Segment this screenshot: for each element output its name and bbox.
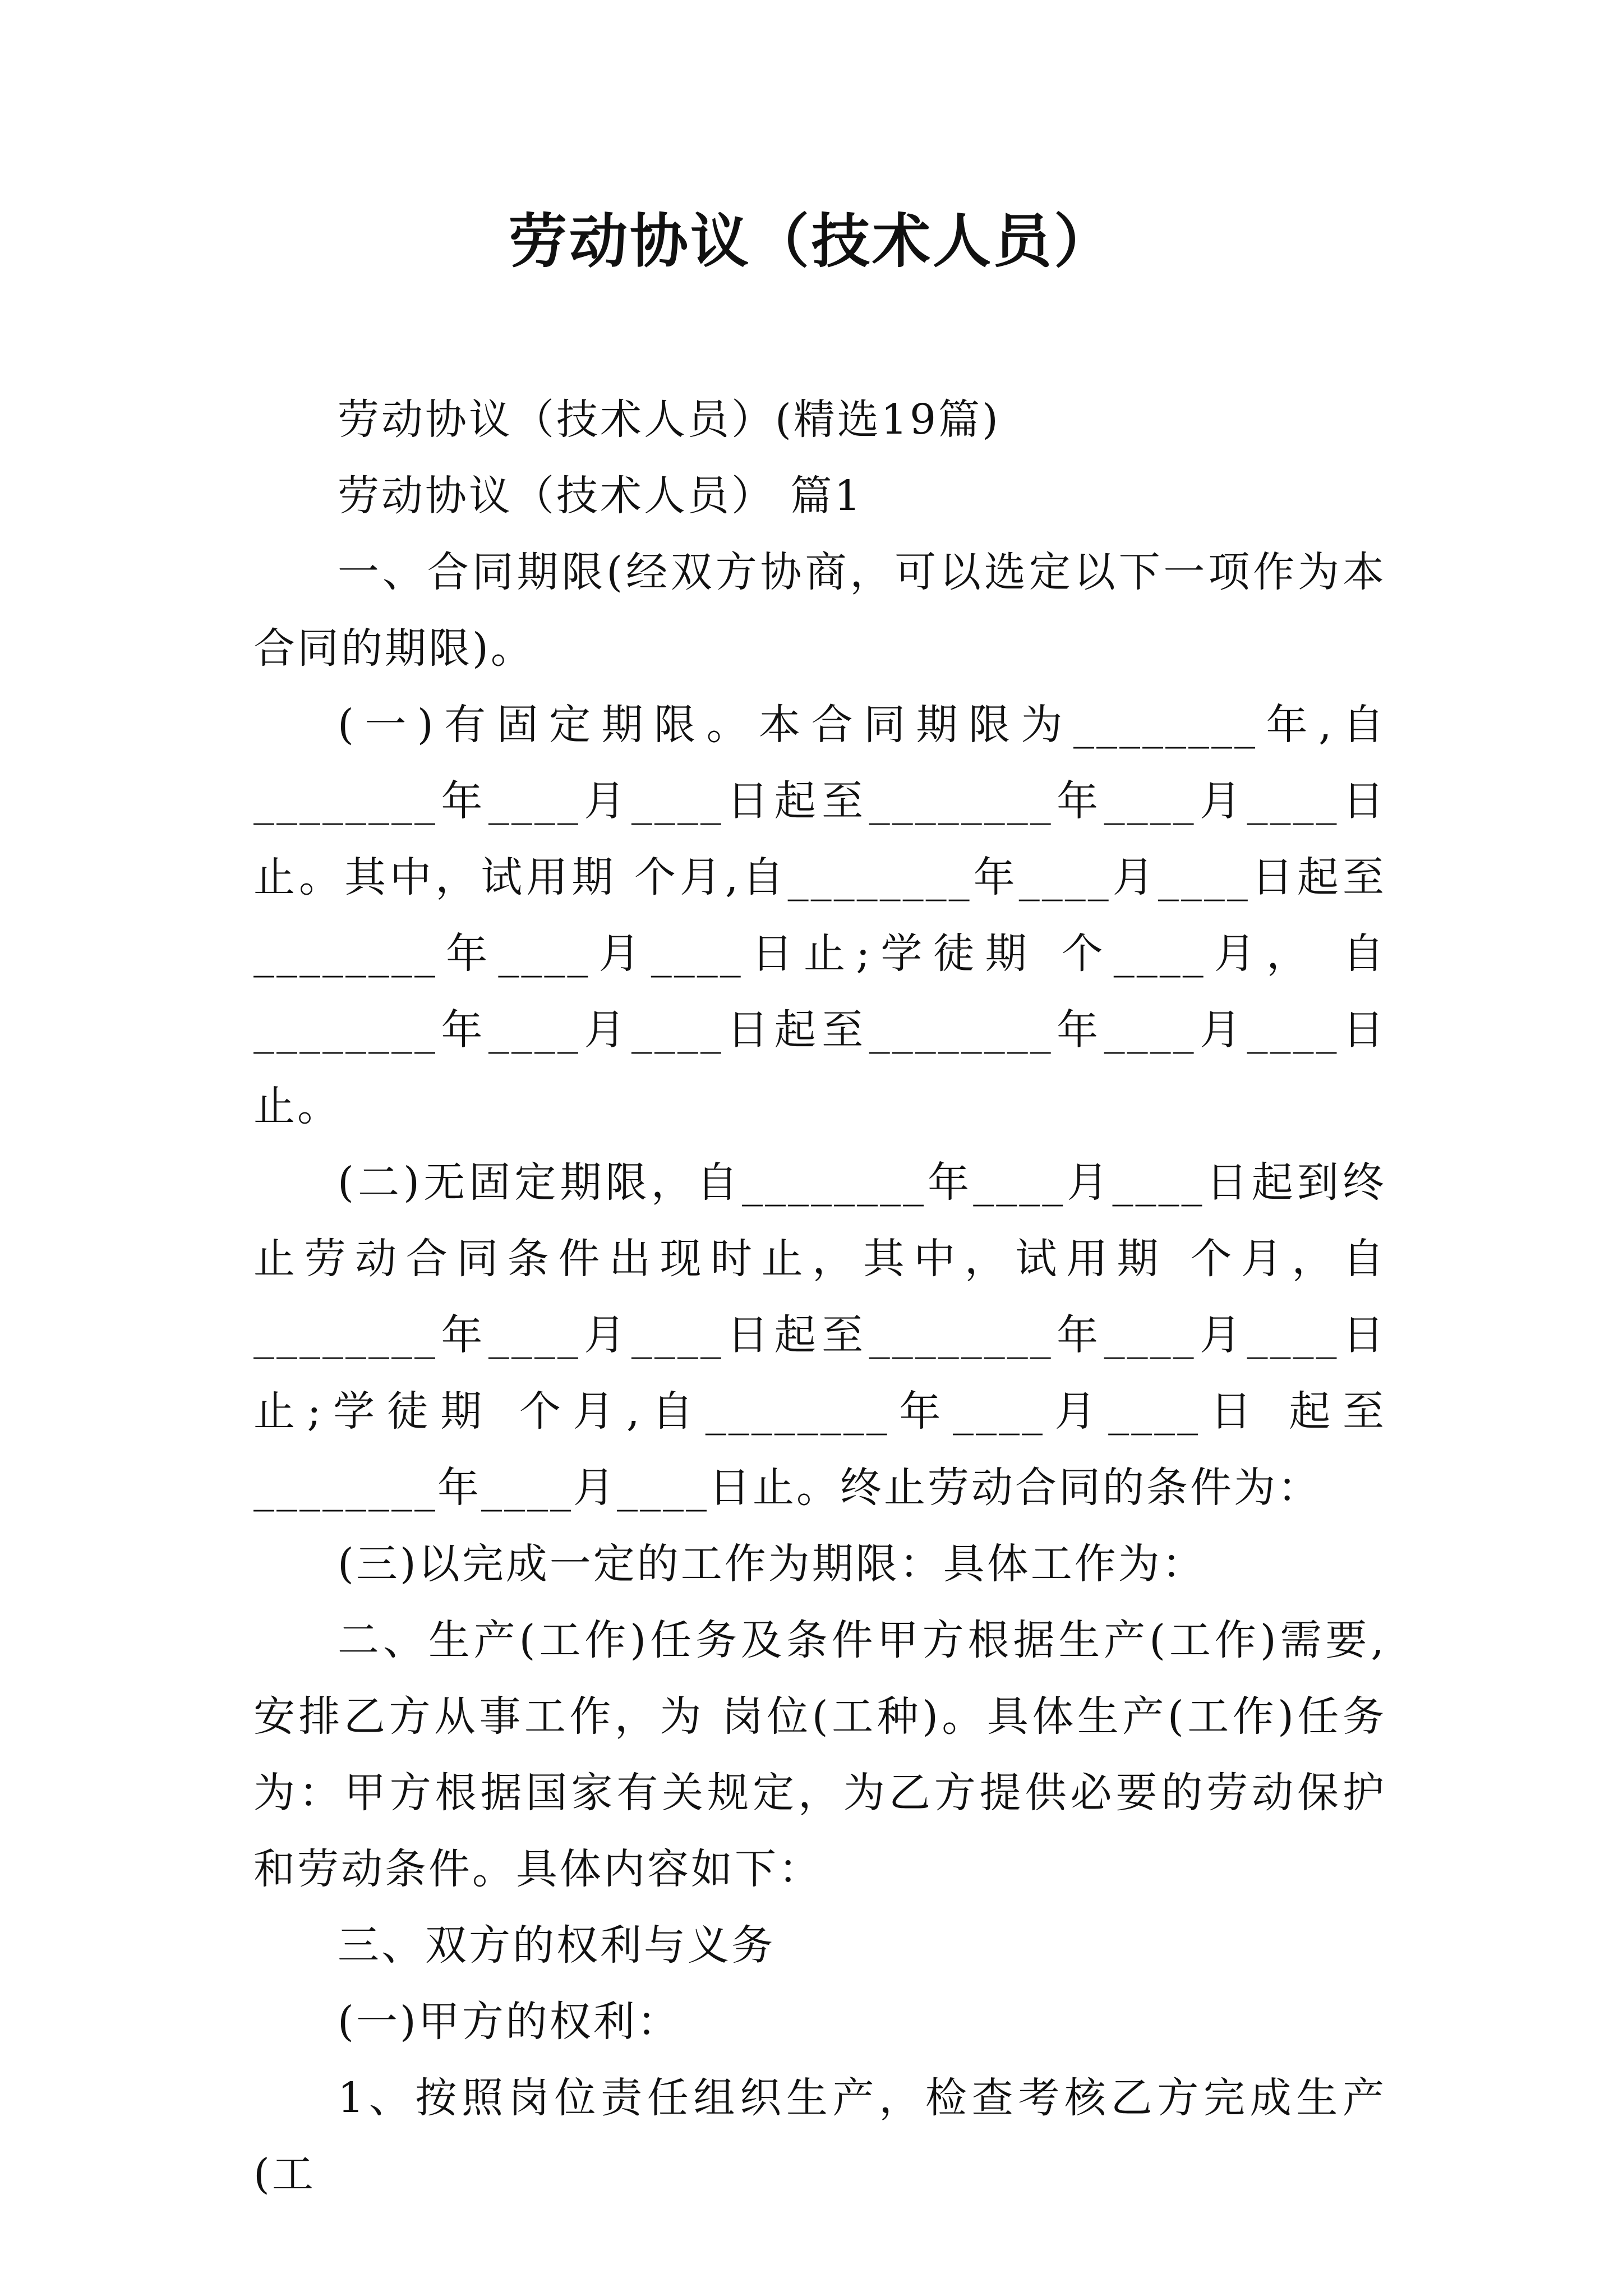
paragraph-subtitle: 劳动协议（技术人员）(精选19篇) — [338, 395, 1000, 444]
document-title: 劳动协议（技术人员） — [508, 206, 1114, 275]
paragraph-item-1: 1、按照岗位责任组织生产，检查考核乙方完成生产(工 — [253, 2074, 1386, 2198]
paragraph-work-tasks: 二、生产(工作)任务及条件甲方根据生产(工作)需要,安排乙方从事工作，为 岗位(工种)。具体生产(工作)任务为：甲方根据国家有关规定，为乙方提供必要的劳动保护和劳动条件。具体内容如下： — [253, 1616, 1386, 1893]
paragraph-rights-duties: 三、双方的权利与义务 — [338, 1921, 775, 1970]
paragraph-party-a-rights: (一)甲方的权利： — [338, 1998, 681, 2046]
document-body — [253, 381, 1386, 2212]
paragraph-section-heading: 劳动协议（技术人员） 篇1 — [338, 472, 863, 520]
paragraph-task-term: (三)以完成一定的工作为期限：具体工作为： — [338, 1540, 1206, 1588]
paragraph-contract-term: 一、合同期限(经双方协商，可以选定以下一项作为本合同的期限)。 — [253, 548, 1386, 673]
paragraph-open-term: (二)无固定期限，自________年____月____日起到终止劳动合同条件出现时止，其中，试用期 个月，自________年____月____日起至________年____月____日止;学徒期 个月,自________年____月____日 起至________年____月____日止。终止劳动合同的条件为： — [253, 1158, 1386, 1512]
paragraph-fixed-term: (一)有固定期限。本合同期限为________年,自________年____月____日起至________年____月____日止。其中，试用期 个月,自________年____月____日起至________年____月____日止;学徒期 个____月， 自________年____月____日起至________年____月____日止。 — [253, 701, 1386, 1130]
